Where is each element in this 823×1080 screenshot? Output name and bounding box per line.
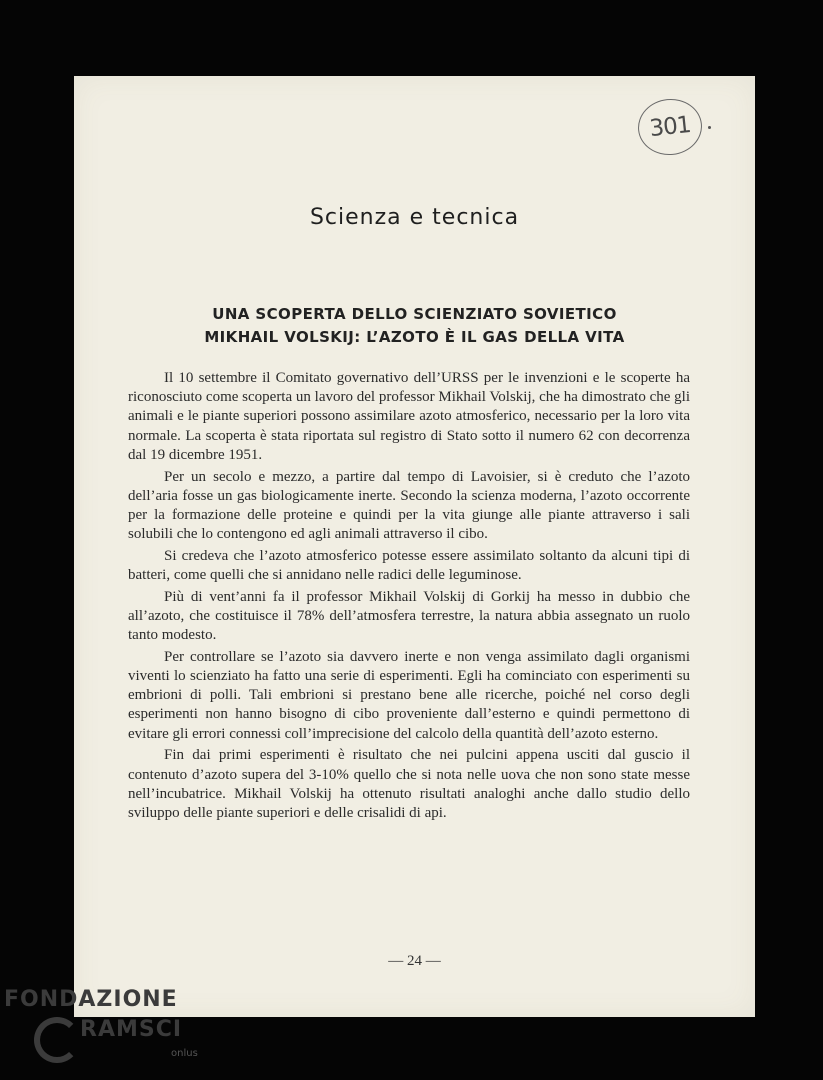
headline-line-2: MIKHAIL VOLSKIJ: L’AZOTO È IL GAS DELLA VITA <box>204 328 625 346</box>
handwritten-page-mark: 301 <box>635 96 705 158</box>
section-title: Scienza e tecnica <box>309 205 520 230</box>
paragraph-2: Per un secolo e mezzo, a partire dal tempo di Lavoisier, si è creduto che l’azoto dell’aria fosse un gas biologicamente inerte. Secondo la scienza moderna, l’azoto occorrente per la formazione delle proteine e quindi per la vita giunge alle piante attraverso i sali solubili che lo contengono ed agli animali attraverso il cibo. <box>128 468 690 543</box>
watermark-line-2: RAMSCI <box>80 1017 183 1042</box>
watermark-g-logo-icon <box>34 1017 80 1063</box>
ink-dot <box>708 126 711 129</box>
paragraph-5: Per controllare se l’azoto sia davvero inerte e non venga assimilato dagli organismi viventi lo scienziato ha fatto una serie di esperimenti. Egli ha cominciato con esperimenti su embrioni di polli. Tali embrioni si prestano bene alle ricerche, poiché nel corso degli esperimenti non hanno bisogno di cibo proveniente dall’esterno e quindi permettono di evitare gli errori connessi coll’imprecisione del calcolo della quantità dell’azoto esterno. <box>128 648 690 742</box>
watermark-line-1: FONDAZIONE <box>4 987 178 1012</box>
fondazione-gramsci-watermark <box>4 987 204 1067</box>
page-number: — 24 — <box>388 953 441 969</box>
article-headline <box>74 303 755 349</box>
paragraph-3: Si credeva che l’azoto atmosferico potesse essere assimilato soltanto da alcuni tipi di batteri, come quelli che si annidano nelle radici delle leguminose. <box>128 547 690 584</box>
watermark-onlus: onlus <box>171 1048 198 1059</box>
paragraph-4: Più di vent’anni fa il professor Mikhail Volskij di Gorkij ha messo in dubbio che all’azoto, che costituisce il 78% dell’atmosfera terrestre, la natura abbia assegnato un ruolo tanto modesto. <box>128 588 690 644</box>
paragraph-1: Il 10 settembre il Comitato governativo dell’URSS per le invenzioni e le scoperte ha riconosciuto come scoperta un lavoro del professor Mikhail Volskij, che ha dimostrato che gli animali e le piante superiori possono assimilare azoto atmosferico, necessario per la loro vita normale. La scoperta è stata riportata sul registro di Stato sotto il numero 62 con decorrenza dal 19 dicembre 1951. <box>128 370 690 463</box>
headline-line-1: UNA SCOPERTA DELLO SCIENZIATO SOVIETICO <box>212 305 617 323</box>
paragraph-6: Fin dai primi esperimenti è risultato che nei pulcini appena usciti dal guscio il contenuto d’azoto supera del 3-10% quello che si nota nelle uova che non sono state messe nell’incubatrice. Mikhail Volskij ha ottenuto risultati analoghi anche dallo studio dello sviluppo delle piante superiori e delle crisalidi di api. <box>128 747 690 821</box>
article-body <box>128 369 690 826</box>
